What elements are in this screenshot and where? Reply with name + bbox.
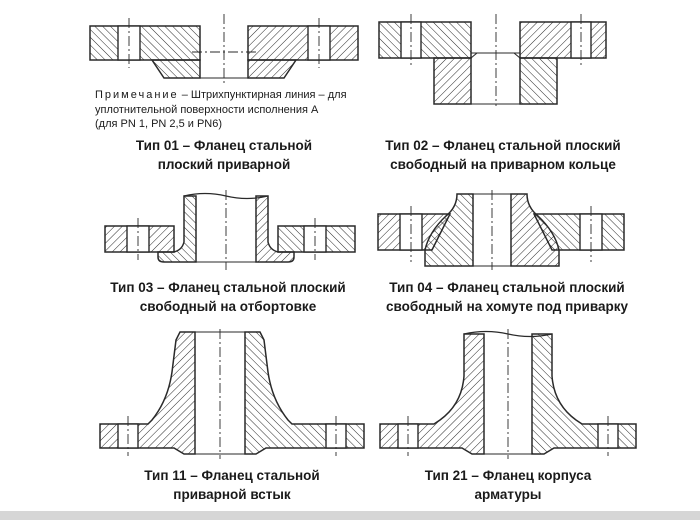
caption-line: свободный на отбортовке (139, 299, 317, 314)
flange-type-04-drawing (376, 188, 626, 272)
flange-type-02-drawing (376, 12, 628, 108)
note-block (95, 88, 387, 132)
weld-hub-left (152, 60, 200, 78)
note-line-3: (для PN 1, PN 2,5 и PN6) (95, 118, 223, 130)
flange-type-01-drawing (88, 12, 360, 88)
caption-type-03 (86, 278, 370, 316)
caption-line: свободный на приварном кольце (390, 157, 616, 172)
bottom-gray-strip (0, 511, 700, 520)
caption-line: Тип 11 – Фланец стальной (144, 468, 320, 483)
note-line-1-text: – Штрихпунктирная линия – для (181, 89, 347, 101)
caption-line: Тип 04 – Фланец стальной плоский (389, 280, 625, 295)
caption-type-04 (365, 278, 649, 316)
caption-line: плоский приварной (157, 157, 291, 172)
flange-body-section (100, 332, 364, 454)
note-label: Примечание (95, 89, 179, 101)
note-line-2: уплотнительной поверхности исполнения А (95, 103, 319, 116)
flange-type-03-drawing (98, 188, 370, 272)
caption-line: приварной встык (173, 487, 291, 502)
caption-line: Тип 03 – Фланец стальной плоский (110, 280, 346, 295)
caption-type-02 (361, 136, 645, 174)
welded-ring-section (434, 58, 557, 104)
ring-face-joint (471, 53, 520, 104)
caption-type-11 (90, 466, 374, 504)
caption-line: Тип 21 – Фланец корпуса (424, 468, 592, 483)
caption-line: свободный на хомуте под приварку (386, 299, 628, 314)
caption-line: Тип 02 – Фланец стальной плоский (385, 138, 621, 153)
flange-type-21-drawing (376, 328, 640, 460)
caption-line: Тип 01 – Фланец стальной (135, 138, 313, 153)
flange-type-11-drawing (96, 328, 368, 460)
note-line-1 (95, 88, 387, 103)
caption-line: арматуры (474, 487, 542, 502)
weld-hub-right (248, 60, 296, 78)
caption-type-01 (82, 136, 366, 174)
caption-type-21 (366, 466, 650, 504)
